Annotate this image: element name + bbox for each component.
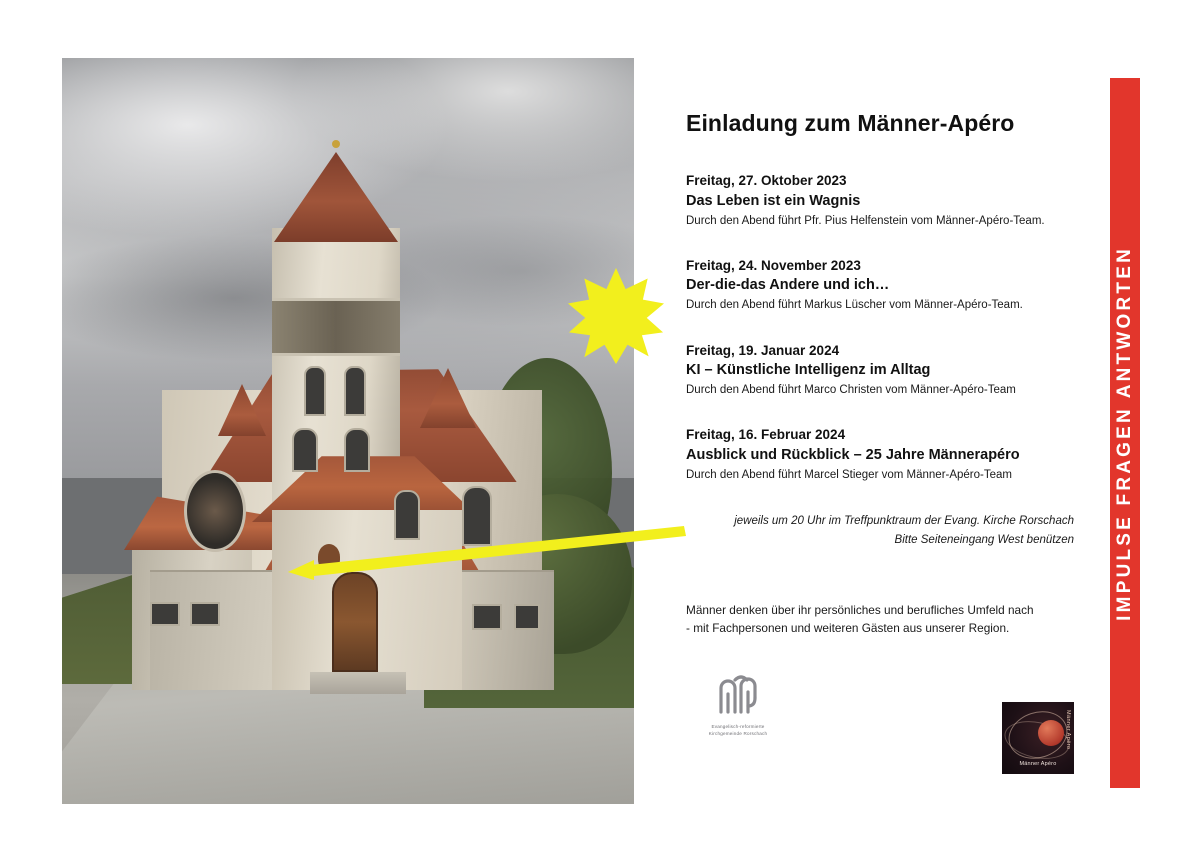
event-item	[686, 256, 1086, 315]
event-item	[686, 425, 1086, 484]
description-text	[686, 601, 1086, 638]
event-date: Freitag, 19. Januar 2024	[686, 342, 840, 358]
nave-window	[394, 490, 420, 540]
description-line-1: Männer denken über ihr persönliches und berufliches Umfeld nach	[686, 603, 1034, 618]
event-item	[686, 171, 1086, 230]
church-photo	[62, 58, 634, 804]
church-belfry	[272, 298, 400, 356]
invitation-content	[686, 110, 1086, 638]
church-monogram-icon	[711, 668, 765, 720]
event-topic: KI – Künstliche Intelligenz im Alltag	[686, 362, 931, 379]
apero-logo-label: Männer Apéro	[1019, 761, 1057, 767]
event-topic: Der-die-das Andere und ich…	[686, 277, 890, 294]
apero-logo-vertical-label: Männer Apéro	[1065, 710, 1071, 750]
entrance-lamp	[318, 544, 340, 570]
event-date: Freitag, 27. Oktober 2023	[686, 173, 847, 188]
event-host: Durch den Abend führt Marcel Stieger vom Männer-Apéro-Team	[686, 469, 1012, 482]
basement-window	[472, 604, 502, 630]
event-topic: Ausblick und Rückblick – 25 Jahre Männerapéro	[686, 447, 1020, 464]
event-host: Durch den Abend führt Markus Lüscher vom Männer-Apéro-Team.	[686, 299, 1023, 312]
event-topic: Das Leben ist ein Wagnis	[686, 192, 861, 209]
event-date: Freitag, 16. Februar 2024	[686, 427, 846, 443]
venue-note-line-2: Bitte Seiteneingang West benützen	[894, 533, 1074, 546]
event-host: Durch den Abend führt Marco Christen vom Männer-Apéro-Team	[686, 384, 1016, 397]
side-banner-text: IMPULSE FRAGEN ANTWORTEN	[1114, 245, 1135, 621]
nave-window	[292, 428, 318, 472]
maenner-apero-logo	[1002, 702, 1074, 774]
nave-window	[462, 486, 492, 546]
planet-icon	[1038, 720, 1064, 746]
description-line-2: - mit Fachpersonen und weiteren Gästen aus unserer Region.	[686, 621, 1010, 636]
church-logo-caption-line-1: Evangelisch-reformierte	[711, 724, 765, 729]
entrance-steps	[310, 672, 406, 694]
church-side-entrance	[332, 572, 378, 672]
nave-window	[344, 428, 370, 472]
church-building	[132, 170, 572, 690]
basement-window	[150, 602, 180, 626]
venue-note	[686, 512, 1074, 549]
church-logo-caption	[688, 724, 788, 738]
event-host: Durch den Abend führt Pfr. Pius Helfenstein vom Männer-Apéro-Team.	[686, 214, 1045, 227]
rose-window	[184, 470, 246, 552]
church-logo	[688, 668, 788, 760]
spire-finial	[332, 140, 340, 148]
venue-note-line-1: jeweils um 20 Uhr im Treffpunktraum der Evang. Kirche Rorschach	[734, 515, 1074, 528]
event-item	[686, 341, 1086, 400]
page-title: Einladung zum Männer-Apéro	[686, 110, 1015, 136]
tower-window	[304, 366, 326, 416]
basement-window	[514, 604, 540, 630]
basement-window	[190, 602, 220, 626]
church-logo-icon	[711, 668, 765, 720]
event-date: Freitag, 24. November 2023	[686, 257, 861, 273]
side-banner	[1110, 78, 1140, 788]
church-logo-caption-line-2: Kirchgemeinde Rorschach	[708, 730, 768, 736]
tower-window	[344, 366, 366, 416]
